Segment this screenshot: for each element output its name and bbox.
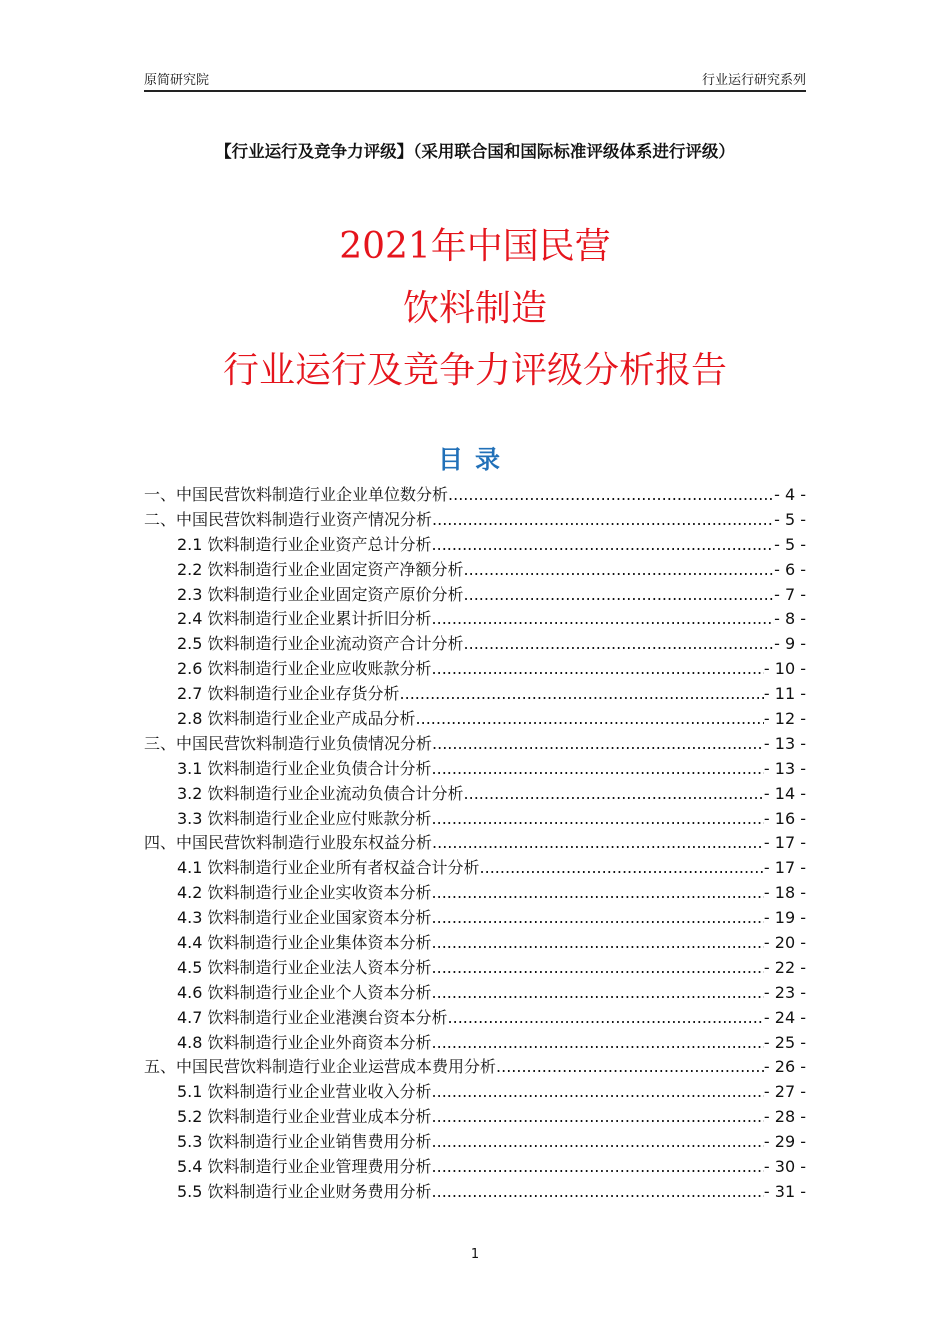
toc-entry[interactable]: [144, 1130, 806, 1155]
toc-leader-dots: [432, 831, 764, 856]
toc-entry[interactable]: [144, 1031, 806, 1056]
toc-entry-page: - 18 -: [763, 883, 806, 903]
toc-entry-page: - 9 -: [774, 634, 806, 654]
toc-entry-page: - 16 -: [763, 808, 806, 828]
toc-entry-page: - 4 -: [774, 485, 806, 504]
toc-leader-dots: [464, 583, 775, 608]
toc-entry-title: 三、中国民营饮料制造行业负债情况分析: [144, 733, 433, 753]
toc-entry[interactable]: [144, 807, 806, 832]
toc-leader-dots: [432, 533, 775, 558]
toc-leader-dots: [448, 1006, 764, 1031]
toc-entry-page: - 14 -: [763, 783, 806, 803]
toc-entry-title: 5.2 饮料制造行业企业营业成本分析: [177, 1107, 432, 1127]
toc-entry-page: - 17 -: [763, 833, 806, 853]
toc-entry-page: - 30 -: [763, 1157, 806, 1177]
toc-entry[interactable]: [144, 1006, 806, 1031]
toc-entry-title: 4.8 饮料制造行业企业外商资本分析: [177, 1032, 432, 1052]
toc-entry[interactable]: [144, 583, 806, 608]
toc-leader-dots: [432, 1080, 764, 1105]
toc-entry[interactable]: [144, 856, 806, 881]
toc-entry[interactable]: [144, 906, 806, 931]
toc-entry[interactable]: [144, 1055, 806, 1080]
toc-entry-page: - 8 -: [774, 609, 806, 629]
toc-entry-page: - 5 -: [774, 534, 806, 554]
toc-leader-dots: [416, 707, 764, 732]
toc-entry-page: - 29 -: [763, 1132, 806, 1152]
toc-leader-dots: [464, 558, 775, 583]
toc-entry[interactable]: [144, 682, 806, 707]
toc-entry[interactable]: [144, 881, 806, 906]
toc-leader-dots: [432, 657, 764, 682]
toc-entry[interactable]: [144, 483, 806, 508]
toc-entry[interactable]: [144, 956, 806, 981]
toc-entry-page: - 5 -: [774, 509, 806, 529]
toc-entry-title: 2.6 饮料制造行业企业应收账款分析: [177, 659, 432, 679]
toc-entry-title: 2.3 饮料制造行业企业固定资产原价分析: [177, 584, 464, 604]
header-left: 原简研究院: [144, 73, 210, 88]
toc-entry-page: - 6 -: [774, 559, 806, 579]
toc-entry-title: 5.4 饮料制造行业企业管理费用分析: [177, 1157, 432, 1177]
toc-entry[interactable]: [144, 1155, 806, 1180]
title-line-2: 饮料制造: [402, 288, 547, 329]
toc-leader-dots: [448, 483, 774, 508]
toc-entry-title: 2.5 饮料制造行业企业流动资产合计分析: [177, 634, 464, 654]
toc-entry-page: - 28 -: [763, 1107, 806, 1127]
toc-leader-dots: [464, 632, 775, 657]
page-header: [144, 68, 806, 92]
title-line-3: 行业运行及竞争力评级分析报告: [222, 350, 727, 391]
toc-leader-dots: [464, 782, 764, 807]
table-of-contents: [144, 483, 806, 1205]
toc-entry-page: - 22 -: [763, 957, 806, 977]
toc-entry[interactable]: [144, 533, 806, 558]
toc-entry[interactable]: [144, 831, 806, 856]
toc-entry-page: - 25 -: [763, 1032, 806, 1052]
title-line-1: 2021年中国民营: [339, 226, 611, 267]
toc-leader-dots: [432, 881, 764, 906]
toc-entry-page: - 24 -: [763, 1007, 806, 1027]
toc-entry-title: 4.7 饮料制造行业企业港澳台资本分析: [177, 1007, 448, 1027]
toc-entry-page: - 13 -: [763, 733, 806, 753]
toc-entry-page: - 20 -: [763, 933, 806, 953]
toc-entry-page: - 19 -: [763, 908, 806, 928]
toc-entry[interactable]: [144, 607, 806, 632]
toc-entry-title: 一、中国民营饮料制造行业企业单位数分析: [144, 485, 449, 504]
toc-leader-dots: [432, 607, 775, 632]
toc-entry-title: 5.1 饮料制造行业企业营业收入分析: [177, 1082, 432, 1102]
toc-entry-title: 4.4 饮料制造行业企业集体资本分析: [177, 933, 432, 953]
toc-entry-page: - 17 -: [763, 858, 806, 878]
toc-entry-page: - 7 -: [774, 584, 806, 604]
toc-leader-dots: [480, 856, 764, 881]
toc-entry-title: 3.3 饮料制造行业企业应付账款分析: [177, 808, 432, 828]
toc-entry[interactable]: [144, 657, 806, 682]
toc-leader-dots: [432, 1155, 764, 1180]
toc-entry-page: - 10 -: [763, 659, 806, 679]
toc-entry[interactable]: [144, 1080, 806, 1105]
toc-entry-title: 3.1 饮料制造行业企业负债合计分析: [177, 758, 432, 778]
toc-leader-dots: [432, 1130, 764, 1155]
report-subtitle: 【行业运行及竞争力评级】（采用联合国和国际标准评级体系进行评级）: [215, 142, 735, 161]
toc-entry-title: 2.1 饮料制造行业企业资产总计分析: [177, 534, 432, 554]
toc-entry-title: 5.5 饮料制造行业企业财务费用分析: [177, 1181, 432, 1201]
toc-leader-dots: [432, 956, 764, 981]
toc-entry[interactable]: [144, 931, 806, 956]
toc-entry-title: 2.8 饮料制造行业企业产成品分析: [177, 709, 416, 729]
toc-entry-page: - 26 -: [763, 1057, 806, 1077]
toc-entry-title: 二、中国民营饮料制造行业资产情况分析: [144, 509, 433, 529]
toc-entry-page: - 23 -: [763, 982, 806, 1002]
toc-leader-dots: [432, 508, 774, 533]
toc-leader-dots: [432, 931, 764, 956]
toc-leader-dots: [432, 757, 764, 782]
toc-entry[interactable]: [144, 707, 806, 732]
toc-entry[interactable]: [144, 632, 806, 657]
toc-entry-title: 4.3 饮料制造行业企业国家资本分析: [177, 908, 432, 928]
toc-entry-page: - 12 -: [763, 709, 806, 729]
toc-entry[interactable]: [144, 1105, 806, 1130]
toc-entry-title: 2.4 饮料制造行业企业累计折旧分析: [177, 609, 432, 629]
toc-entry-page: - 27 -: [763, 1082, 806, 1102]
toc-entry[interactable]: [144, 981, 806, 1006]
page-number: 1: [470, 1247, 480, 1262]
toc-entry-page: - 13 -: [763, 758, 806, 778]
toc-entry[interactable]: [144, 782, 806, 807]
toc-entry-page: - 31 -: [763, 1181, 806, 1201]
toc-entry-title: 2.7 饮料制造行业企业存货分析: [177, 684, 400, 704]
toc-leader-dots: [432, 732, 764, 757]
toc-leader-dots: [432, 807, 764, 832]
toc-entry-title: 4.6 饮料制造行业企业个人资本分析: [177, 982, 432, 1002]
toc-entry[interactable]: [144, 508, 806, 533]
toc-entry-title: 4.5 饮料制造行业企业法人资本分析: [177, 957, 432, 977]
toc-entry-title: 五、中国民营饮料制造行业企业运营成本费用分析: [144, 1057, 497, 1077]
toc-leader-dots: [432, 1180, 764, 1205]
toc-leader-dots: [400, 682, 764, 707]
toc-entry[interactable]: [144, 558, 806, 583]
toc-entry-title: 2.2 饮料制造行业企业固定资产净额分析: [177, 559, 464, 579]
toc-leader-dots: [432, 906, 764, 931]
toc-entry-title: 4.1 饮料制造行业企业所有者权益合计分析: [177, 858, 480, 878]
toc-leader-dots: [432, 981, 764, 1006]
toc-leader-dots: [432, 1031, 764, 1056]
toc-entry-title: 4.2 饮料制造行业企业实收资本分析: [177, 883, 432, 903]
toc-entry[interactable]: [144, 1180, 806, 1205]
toc-entry-title: 3.2 饮料制造行业企业流动负债合计分析: [177, 783, 464, 803]
toc-entry-page: - 11 -: [763, 684, 806, 704]
header-right: 行业运行研究系列: [701, 73, 806, 88]
toc-heading: 目录: [437, 445, 512, 474]
toc-entry[interactable]: [144, 757, 806, 782]
toc-entry-title: 5.3 饮料制造行业企业销售费用分析: [177, 1132, 432, 1152]
toc-leader-dots: [432, 1105, 764, 1130]
toc-entry[interactable]: [144, 732, 806, 757]
toc-leader-dots: [496, 1055, 764, 1080]
toc-entry-title: 四、中国民营饮料制造行业股东权益分析: [144, 833, 433, 853]
